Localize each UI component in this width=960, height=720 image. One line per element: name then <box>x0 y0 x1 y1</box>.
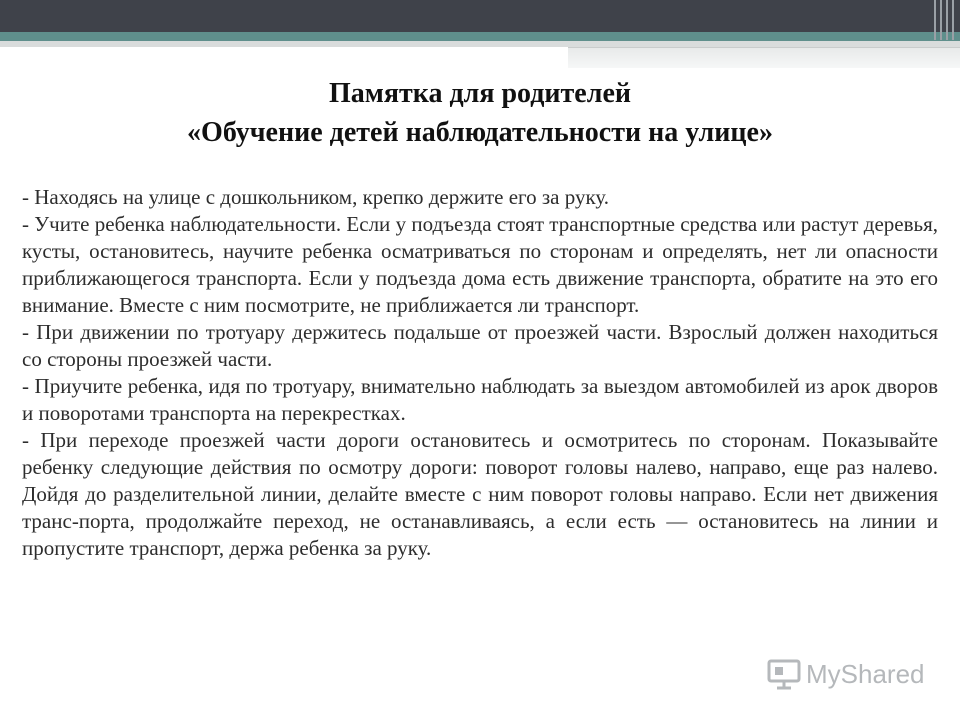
memo-paragraph-2: - Учите ребенка наблюдательности. Если у подъезда стоят транспортные средства или растут деревья, кусты, остановитесь, научите ребенка осматриваться по сторонам и определять, нет ли опасности приближающегося транспорта. Если у подъезда дома есть движение транспорта, обратите на это его внимание. Вместе с ним посмотрите, не приближается ли транспорт. <box>22 212 938 317</box>
header-dark-bar <box>0 0 960 32</box>
corner-decoration <box>932 0 954 40</box>
memo-paragraph-4: - Приучите ребенка, идя по тротуару, внимательно наблюдать за выездом автомобилей из арок дворов и поворотами транспорта на перекрестках. <box>22 374 938 425</box>
memo-paragraph-1: - Находясь на улице с дошкольником, крепко держите его за руку. <box>22 185 610 209</box>
title-line-1: Памятка для родителей <box>329 78 631 109</box>
memo-body <box>22 184 938 562</box>
title-line-2: «Обучение детей наблюдательности на улице» <box>187 117 773 148</box>
watermark <box>766 654 925 694</box>
memo-paragraph-5: - При переходе проезжей части дороги остановитесь и осмотритесь по сторонам. Показывайте ребенку следующие действия по осмотру дороги: поворот головы налево, направо, еще раз налево. Дойдя до разделительной линии, делайте вместе с ним поворот головы направо. Если нет движения транс-порта, продолжайте переход, не останавливаясь, а если есть — остановитесь на линии и пропустите транспорт, держа ребенка за руку. <box>22 428 938 560</box>
watermark-text: MyShared <box>806 658 925 689</box>
page-title <box>20 74 940 152</box>
memo-paragraph-3: - При движении по тротуару держитесь подальше от проезжей части. Взрослый должен находиться со стороны проезжей части. <box>22 320 938 371</box>
header-right-tab <box>568 47 960 68</box>
presentation-screen-icon <box>766 656 802 692</box>
header-teal-band <box>0 32 960 41</box>
